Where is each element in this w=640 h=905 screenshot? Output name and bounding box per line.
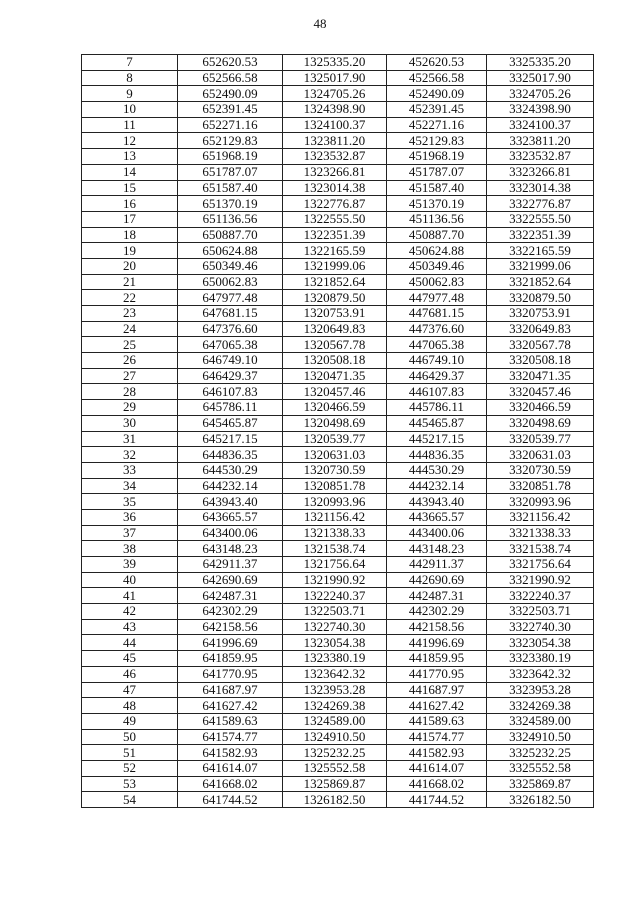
x2-coordinate-cell: 443400.06 [387, 525, 487, 541]
x-coordinate-cell: 641687.97 [178, 682, 283, 698]
y2-coordinate-cell: 3324269.38 [487, 698, 594, 714]
table-row [82, 776, 594, 792]
x-coordinate-cell: 647065.38 [178, 337, 283, 353]
x-coordinate-cell: 641744.52 [178, 792, 283, 808]
x-coordinate-cell: 642911.37 [178, 557, 283, 573]
x-coordinate-cell: 643943.40 [178, 494, 283, 510]
point-number-cell: 40 [82, 572, 178, 588]
x2-coordinate-cell: 441770.95 [387, 666, 487, 682]
point-number-cell: 37 [82, 525, 178, 541]
x2-coordinate-cell: 452566.58 [387, 70, 487, 86]
x2-coordinate-cell: 450349.46 [387, 258, 487, 274]
table-row [82, 55, 594, 71]
y2-coordinate-cell: 3322740.30 [487, 619, 594, 635]
y-coordinate-cell: 1320567.78 [283, 337, 387, 353]
point-number-cell: 36 [82, 509, 178, 525]
table-row [82, 447, 594, 463]
y-coordinate-cell: 1325335.20 [283, 55, 387, 71]
y2-coordinate-cell: 3320879.50 [487, 290, 594, 306]
table-row [82, 792, 594, 808]
point-number-cell: 10 [82, 102, 178, 118]
table-row [82, 211, 594, 227]
y-coordinate-cell: 1323266.81 [283, 164, 387, 180]
x-coordinate-cell: 650062.83 [178, 274, 283, 290]
x-coordinate-cell: 646429.37 [178, 368, 283, 384]
y-coordinate-cell: 1320631.03 [283, 447, 387, 463]
point-number-cell: 26 [82, 353, 178, 369]
y-coordinate-cell: 1321538.74 [283, 541, 387, 557]
y2-coordinate-cell: 3323811.20 [487, 133, 594, 149]
y2-coordinate-cell: 3323380.19 [487, 651, 594, 667]
x2-coordinate-cell: 451370.19 [387, 196, 487, 212]
point-number-cell: 12 [82, 133, 178, 149]
x2-coordinate-cell: 445217.15 [387, 431, 487, 447]
y-coordinate-cell: 1320466.59 [283, 400, 387, 416]
point-number-cell: 16 [82, 196, 178, 212]
y2-coordinate-cell: 3321538.74 [487, 541, 594, 557]
y2-coordinate-cell: 3320851.78 [487, 478, 594, 494]
y2-coordinate-cell: 3325869.87 [487, 776, 594, 792]
x2-coordinate-cell: 451968.19 [387, 149, 487, 165]
x2-coordinate-cell: 441627.42 [387, 698, 487, 714]
table-row [82, 400, 594, 416]
y2-coordinate-cell: 3322503.71 [487, 604, 594, 620]
y-coordinate-cell: 1321990.92 [283, 572, 387, 588]
x-coordinate-cell: 652271.16 [178, 117, 283, 133]
x-coordinate-cell: 650887.70 [178, 227, 283, 243]
y2-coordinate-cell: 3323953.28 [487, 682, 594, 698]
point-number-cell: 53 [82, 776, 178, 792]
x-coordinate-cell: 641582.93 [178, 745, 283, 761]
x-coordinate-cell: 652391.45 [178, 102, 283, 118]
y-coordinate-cell: 1320753.91 [283, 306, 387, 322]
point-number-cell: 41 [82, 588, 178, 604]
point-number-cell: 11 [82, 117, 178, 133]
x-coordinate-cell: 651968.19 [178, 149, 283, 165]
x2-coordinate-cell: 447681.15 [387, 306, 487, 322]
y2-coordinate-cell: 3325232.25 [487, 745, 594, 761]
x-coordinate-cell: 644530.29 [178, 462, 283, 478]
point-number-cell: 18 [82, 227, 178, 243]
table-row [82, 713, 594, 729]
y2-coordinate-cell: 3323642.32 [487, 666, 594, 682]
y-coordinate-cell: 1324269.38 [283, 698, 387, 714]
y-coordinate-cell: 1325017.90 [283, 70, 387, 86]
table-row [82, 274, 594, 290]
point-number-cell: 15 [82, 180, 178, 196]
y2-coordinate-cell: 3325017.90 [487, 70, 594, 86]
x2-coordinate-cell: 442487.31 [387, 588, 487, 604]
x2-coordinate-cell: 450624.88 [387, 243, 487, 259]
table-row [82, 102, 594, 118]
table-row [82, 306, 594, 322]
x-coordinate-cell: 647681.15 [178, 306, 283, 322]
x-coordinate-cell: 642487.31 [178, 588, 283, 604]
x-coordinate-cell: 644836.35 [178, 447, 283, 463]
table-row [82, 258, 594, 274]
table-row [82, 478, 594, 494]
y-coordinate-cell: 1322240.37 [283, 588, 387, 604]
table-row [82, 588, 594, 604]
table-row [82, 431, 594, 447]
x-coordinate-cell: 652620.53 [178, 55, 283, 71]
x-coordinate-cell: 651136.56 [178, 211, 283, 227]
y-coordinate-cell: 1323642.32 [283, 666, 387, 682]
y-coordinate-cell: 1320457.46 [283, 384, 387, 400]
x2-coordinate-cell: 452391.45 [387, 102, 487, 118]
x-coordinate-cell: 641589.63 [178, 713, 283, 729]
y2-coordinate-cell: 3324100.37 [487, 117, 594, 133]
x2-coordinate-cell: 442158.56 [387, 619, 487, 635]
x-coordinate-cell: 651370.19 [178, 196, 283, 212]
x2-coordinate-cell: 441996.69 [387, 635, 487, 651]
y2-coordinate-cell: 3321338.33 [487, 525, 594, 541]
y2-coordinate-cell: 3324705.26 [487, 86, 594, 102]
point-number-cell: 32 [82, 447, 178, 463]
x-coordinate-cell: 651787.07 [178, 164, 283, 180]
x-coordinate-cell: 652490.09 [178, 86, 283, 102]
table-row [82, 666, 594, 682]
x-coordinate-cell: 641859.95 [178, 651, 283, 667]
x2-coordinate-cell: 443943.40 [387, 494, 487, 510]
table-row [82, 86, 594, 102]
y-coordinate-cell: 1323953.28 [283, 682, 387, 698]
y2-coordinate-cell: 3326182.50 [487, 792, 594, 808]
x2-coordinate-cell: 444836.35 [387, 447, 487, 463]
table-row [82, 290, 594, 306]
y2-coordinate-cell: 3325552.58 [487, 760, 594, 776]
y-coordinate-cell: 1324100.37 [283, 117, 387, 133]
table-row [82, 729, 594, 745]
x-coordinate-cell: 641996.69 [178, 635, 283, 651]
x-coordinate-cell: 641668.02 [178, 776, 283, 792]
y-coordinate-cell: 1320471.35 [283, 368, 387, 384]
y-coordinate-cell: 1322740.30 [283, 619, 387, 635]
y2-coordinate-cell: 3320539.77 [487, 431, 594, 447]
point-number-cell: 48 [82, 698, 178, 714]
table-row [82, 196, 594, 212]
y-coordinate-cell: 1323380.19 [283, 651, 387, 667]
x-coordinate-cell: 652129.83 [178, 133, 283, 149]
x-coordinate-cell: 641614.07 [178, 760, 283, 776]
y-coordinate-cell: 1324910.50 [283, 729, 387, 745]
table-row [82, 682, 594, 698]
y-coordinate-cell: 1324589.00 [283, 713, 387, 729]
point-number-cell: 49 [82, 713, 178, 729]
y2-coordinate-cell: 3320466.59 [487, 400, 594, 416]
point-number-cell: 45 [82, 651, 178, 667]
point-number-cell: 46 [82, 666, 178, 682]
x-coordinate-cell: 650624.88 [178, 243, 283, 259]
y2-coordinate-cell: 3322555.50 [487, 211, 594, 227]
x2-coordinate-cell: 441614.07 [387, 760, 487, 776]
y2-coordinate-cell: 3322776.87 [487, 196, 594, 212]
x2-coordinate-cell: 441582.93 [387, 745, 487, 761]
y-coordinate-cell: 1325869.87 [283, 776, 387, 792]
x-coordinate-cell: 642158.56 [178, 619, 283, 635]
y-coordinate-cell: 1326182.50 [283, 792, 387, 808]
point-number-cell: 43 [82, 619, 178, 635]
point-number-cell: 50 [82, 729, 178, 745]
point-number-cell: 20 [82, 258, 178, 274]
y2-coordinate-cell: 3325335.20 [487, 55, 594, 71]
y-coordinate-cell: 1321852.64 [283, 274, 387, 290]
table-row [82, 337, 594, 353]
y2-coordinate-cell: 3323014.38 [487, 180, 594, 196]
y-coordinate-cell: 1322555.50 [283, 211, 387, 227]
y-coordinate-cell: 1321756.64 [283, 557, 387, 573]
y-coordinate-cell: 1324705.26 [283, 86, 387, 102]
x2-coordinate-cell: 444232.14 [387, 478, 487, 494]
page-number: 48 [313, 16, 327, 31]
x2-coordinate-cell: 451587.40 [387, 180, 487, 196]
y-coordinate-cell: 1322351.39 [283, 227, 387, 243]
y2-coordinate-cell: 3324398.90 [487, 102, 594, 118]
point-number-cell: 19 [82, 243, 178, 259]
point-number-cell: 29 [82, 400, 178, 416]
y2-coordinate-cell: 3323054.38 [487, 635, 594, 651]
x2-coordinate-cell: 452129.83 [387, 133, 487, 149]
point-number-cell: 25 [82, 337, 178, 353]
table-row [82, 494, 594, 510]
x2-coordinate-cell: 441859.95 [387, 651, 487, 667]
y-coordinate-cell: 1323014.38 [283, 180, 387, 196]
table-row [82, 760, 594, 776]
x-coordinate-cell: 641627.42 [178, 698, 283, 714]
y-coordinate-cell: 1320879.50 [283, 290, 387, 306]
y2-coordinate-cell: 3321999.06 [487, 258, 594, 274]
point-number-cell: 51 [82, 745, 178, 761]
table-row [82, 133, 594, 149]
y-coordinate-cell: 1323054.38 [283, 635, 387, 651]
x-coordinate-cell: 645465.87 [178, 415, 283, 431]
y-coordinate-cell: 1320498.69 [283, 415, 387, 431]
point-number-cell: 39 [82, 557, 178, 573]
x2-coordinate-cell: 447376.60 [387, 321, 487, 337]
x-coordinate-cell: 647977.48 [178, 290, 283, 306]
x2-coordinate-cell: 445786.11 [387, 400, 487, 416]
x-coordinate-cell: 642690.69 [178, 572, 283, 588]
x2-coordinate-cell: 441574.77 [387, 729, 487, 745]
y2-coordinate-cell: 3320508.18 [487, 353, 594, 369]
y-coordinate-cell: 1322503.71 [283, 604, 387, 620]
point-number-cell: 9 [82, 86, 178, 102]
table-row [82, 462, 594, 478]
point-number-cell: 14 [82, 164, 178, 180]
y-coordinate-cell: 1321156.42 [283, 509, 387, 525]
table-row [82, 149, 594, 165]
x-coordinate-cell: 641770.95 [178, 666, 283, 682]
y-coordinate-cell: 1320993.96 [283, 494, 387, 510]
table-row [82, 572, 594, 588]
table-row [82, 384, 594, 400]
y-coordinate-cell: 1320508.18 [283, 353, 387, 369]
x2-coordinate-cell: 446107.83 [387, 384, 487, 400]
table-row [82, 117, 594, 133]
point-number-cell: 22 [82, 290, 178, 306]
y2-coordinate-cell: 3320730.59 [487, 462, 594, 478]
y-coordinate-cell: 1323532.87 [283, 149, 387, 165]
table-row [82, 70, 594, 86]
y2-coordinate-cell: 3322240.37 [487, 588, 594, 604]
x2-coordinate-cell: 447977.48 [387, 290, 487, 306]
x2-coordinate-cell: 445465.87 [387, 415, 487, 431]
table-row [82, 635, 594, 651]
point-number-cell: 23 [82, 306, 178, 322]
y2-coordinate-cell: 3320498.69 [487, 415, 594, 431]
y2-coordinate-cell: 3322351.39 [487, 227, 594, 243]
table-row [82, 415, 594, 431]
x-coordinate-cell: 652566.58 [178, 70, 283, 86]
table-row [82, 180, 594, 196]
y-coordinate-cell: 1322776.87 [283, 196, 387, 212]
point-number-cell: 28 [82, 384, 178, 400]
y2-coordinate-cell: 3323532.87 [487, 149, 594, 165]
y-coordinate-cell: 1320730.59 [283, 462, 387, 478]
x2-coordinate-cell: 443665.57 [387, 509, 487, 525]
point-number-cell: 52 [82, 760, 178, 776]
x2-coordinate-cell: 441687.97 [387, 682, 487, 698]
x2-coordinate-cell: 442690.69 [387, 572, 487, 588]
table-row [82, 243, 594, 259]
point-number-cell: 21 [82, 274, 178, 290]
table-row [82, 227, 594, 243]
point-number-cell: 34 [82, 478, 178, 494]
x-coordinate-cell: 645217.15 [178, 431, 283, 447]
x-coordinate-cell: 646749.10 [178, 353, 283, 369]
y2-coordinate-cell: 3322165.59 [487, 243, 594, 259]
y-coordinate-cell: 1323811.20 [283, 133, 387, 149]
point-number-cell: 17 [82, 211, 178, 227]
y-coordinate-cell: 1320649.83 [283, 321, 387, 337]
y2-coordinate-cell: 3321990.92 [487, 572, 594, 588]
y2-coordinate-cell: 3321756.64 [487, 557, 594, 573]
y2-coordinate-cell: 3321852.64 [487, 274, 594, 290]
table-row [82, 164, 594, 180]
x-coordinate-cell: 651587.40 [178, 180, 283, 196]
table-row [82, 525, 594, 541]
coordinates-table [81, 54, 594, 808]
point-number-cell: 30 [82, 415, 178, 431]
y2-coordinate-cell: 3320993.96 [487, 494, 594, 510]
table-row [82, 698, 594, 714]
point-number-cell: 54 [82, 792, 178, 808]
y2-coordinate-cell: 3320649.83 [487, 321, 594, 337]
y-coordinate-cell: 1322165.59 [283, 243, 387, 259]
x2-coordinate-cell: 450062.83 [387, 274, 487, 290]
table-row [82, 509, 594, 525]
point-number-cell: 24 [82, 321, 178, 337]
point-number-cell: 44 [82, 635, 178, 651]
y2-coordinate-cell: 3323266.81 [487, 164, 594, 180]
x-coordinate-cell: 650349.46 [178, 258, 283, 274]
x-coordinate-cell: 643400.06 [178, 525, 283, 541]
x-coordinate-cell: 647376.60 [178, 321, 283, 337]
x-coordinate-cell: 646107.83 [178, 384, 283, 400]
point-number-cell: 7 [82, 55, 178, 71]
x-coordinate-cell: 643665.57 [178, 509, 283, 525]
y2-coordinate-cell: 3320631.03 [487, 447, 594, 463]
table-row [82, 321, 594, 337]
point-number-cell: 13 [82, 149, 178, 165]
point-number-cell: 31 [82, 431, 178, 447]
table-row [82, 541, 594, 557]
table-row [82, 557, 594, 573]
point-number-cell: 47 [82, 682, 178, 698]
table-row [82, 651, 594, 667]
x2-coordinate-cell: 451136.56 [387, 211, 487, 227]
table-row [82, 353, 594, 369]
table-row [82, 745, 594, 761]
x2-coordinate-cell: 446749.10 [387, 353, 487, 369]
point-number-cell: 35 [82, 494, 178, 510]
x2-coordinate-cell: 443148.23 [387, 541, 487, 557]
x2-coordinate-cell: 442911.37 [387, 557, 487, 573]
y-coordinate-cell: 1321338.33 [283, 525, 387, 541]
y2-coordinate-cell: 3324589.00 [487, 713, 594, 729]
x2-coordinate-cell: 452271.16 [387, 117, 487, 133]
y-coordinate-cell: 1320851.78 [283, 478, 387, 494]
table-row [82, 368, 594, 384]
point-number-cell: 42 [82, 604, 178, 620]
x2-coordinate-cell: 451787.07 [387, 164, 487, 180]
y2-coordinate-cell: 3320567.78 [487, 337, 594, 353]
x-coordinate-cell: 644232.14 [178, 478, 283, 494]
x2-coordinate-cell: 447065.38 [387, 337, 487, 353]
y2-coordinate-cell: 3320457.46 [487, 384, 594, 400]
x2-coordinate-cell: 441744.52 [387, 792, 487, 808]
x2-coordinate-cell: 452490.09 [387, 86, 487, 102]
x-coordinate-cell: 643148.23 [178, 541, 283, 557]
coordinates-table-body [82, 55, 594, 808]
y-coordinate-cell: 1321999.06 [283, 258, 387, 274]
x2-coordinate-cell: 442302.29 [387, 604, 487, 620]
point-number-cell: 38 [82, 541, 178, 557]
x-coordinate-cell: 641574.77 [178, 729, 283, 745]
table-row [82, 604, 594, 620]
x2-coordinate-cell: 446429.37 [387, 368, 487, 384]
x2-coordinate-cell: 450887.70 [387, 227, 487, 243]
y2-coordinate-cell: 3320753.91 [487, 306, 594, 322]
x-coordinate-cell: 642302.29 [178, 604, 283, 620]
y2-coordinate-cell: 3324910.50 [487, 729, 594, 745]
y-coordinate-cell: 1325552.58 [283, 760, 387, 776]
x2-coordinate-cell: 441589.63 [387, 713, 487, 729]
x2-coordinate-cell: 444530.29 [387, 462, 487, 478]
table-row [82, 619, 594, 635]
x2-coordinate-cell: 452620.53 [387, 55, 487, 71]
y2-coordinate-cell: 3320471.35 [487, 368, 594, 384]
point-number-cell: 8 [82, 70, 178, 86]
point-number-cell: 27 [82, 368, 178, 384]
x-coordinate-cell: 645786.11 [178, 400, 283, 416]
x2-coordinate-cell: 441668.02 [387, 776, 487, 792]
y-coordinate-cell: 1324398.90 [283, 102, 387, 118]
y-coordinate-cell: 1320539.77 [283, 431, 387, 447]
y2-coordinate-cell: 3321156.42 [487, 509, 594, 525]
point-number-cell: 33 [82, 462, 178, 478]
y-coordinate-cell: 1325232.25 [283, 745, 387, 761]
